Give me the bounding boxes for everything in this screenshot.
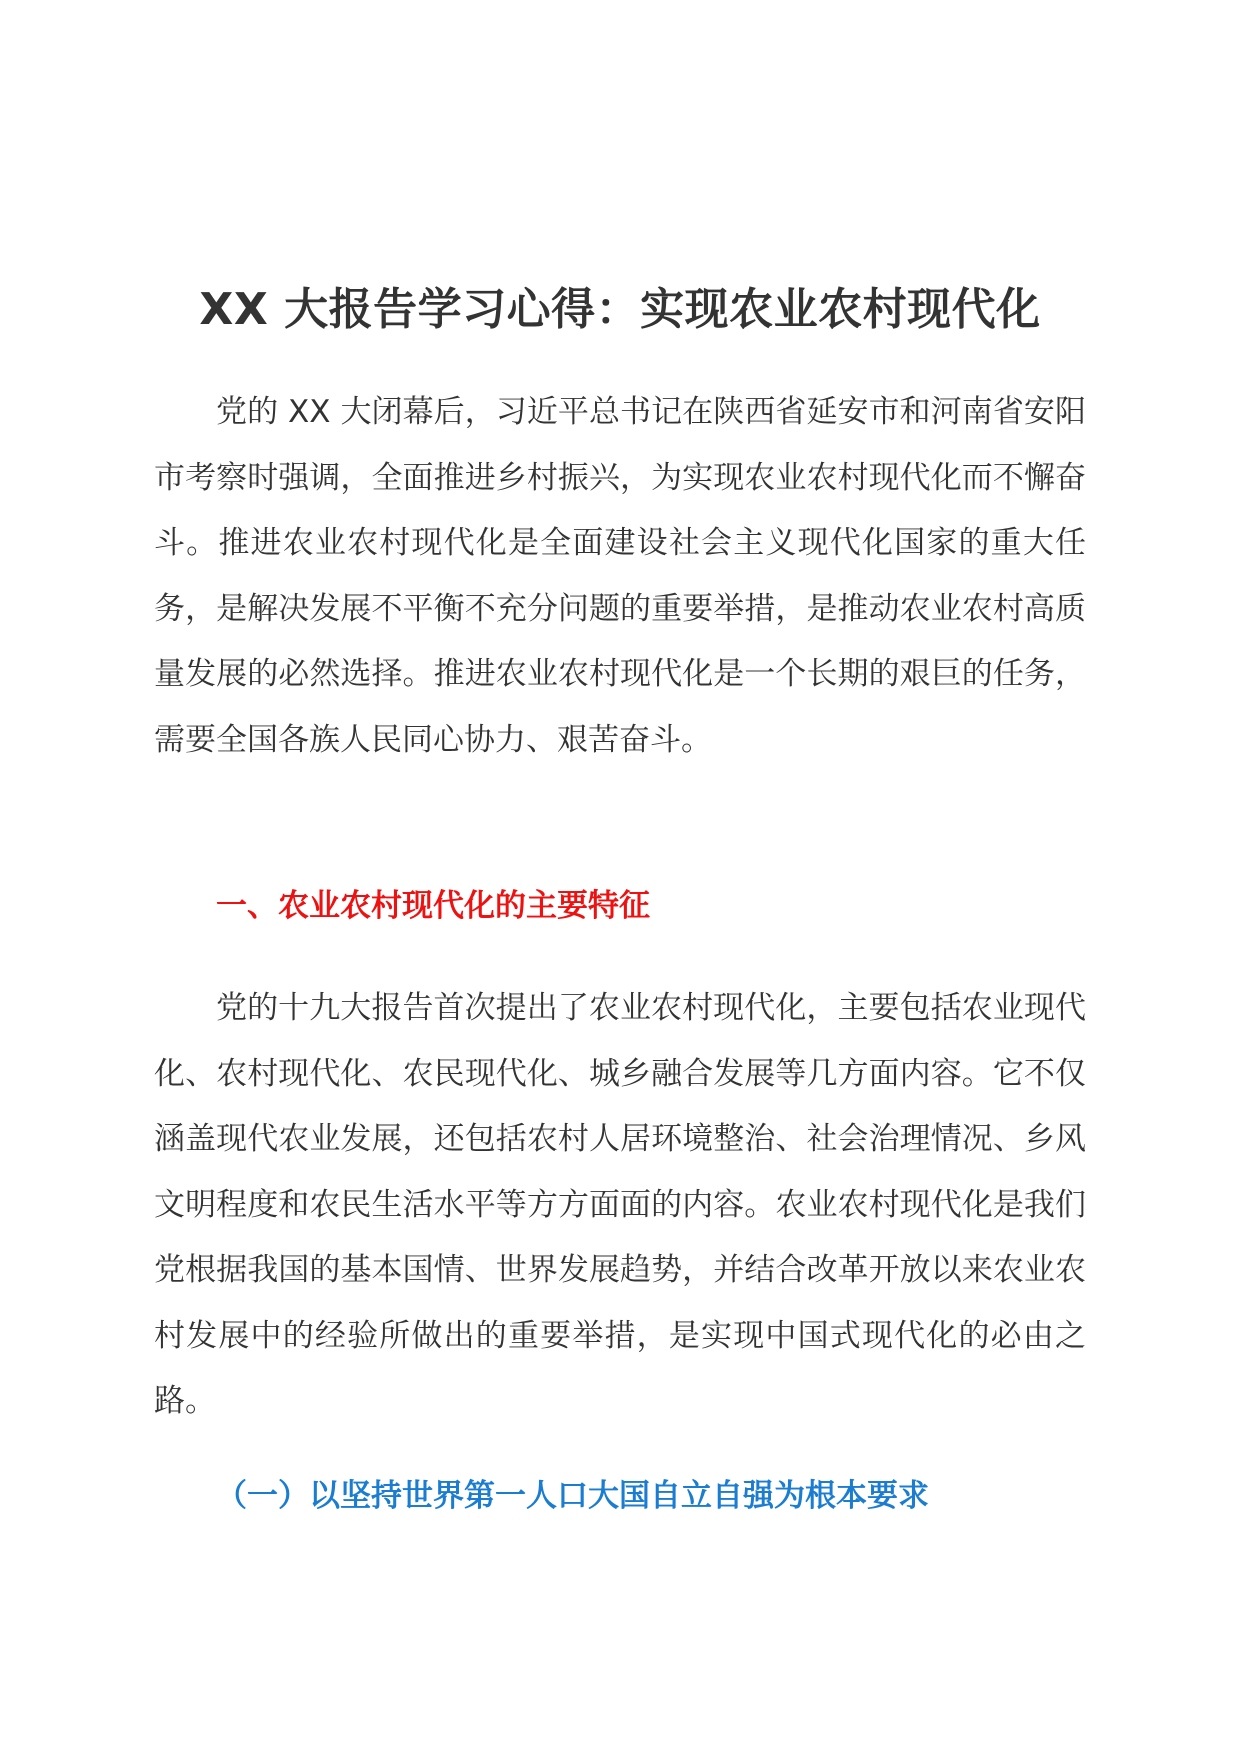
- subsection-heading: （一）以坚持世界第一人口大国自立自强为根本要求: [216, 1478, 929, 1514]
- body-paragraph: 党的十九大报告首次提出了农业农村现代化，主要包括农业现代化、农村现代化、农民现代化、城乡融合发展等几方面内容。它不仅涵盖现代农业发展，还包括农村人居环境整治、社会治理情况、乡风文明程度和农民生活水平等方方面面的内容。农业农村现代化是我们党根据我国的基本国情、世界发展趋势，并结合改革开放以来农业农村发展中的经验所做出的重要举措，是实现中国式现代化的必由之路。: [154, 990, 1086, 1419]
- intro-paragraph: 党的 XX 大闭幕后，习近平总书记在陕西省延安市和河南省安阳市考察时强调，全面推进乡村振兴，为实现农业农村现代化而不懈奋斗。推进农业农村现代化是全面建设社会主义现代化国家的重大任务，是解决发展不平衡不充分问题的重要举措，是推动农业农村高质量发展的必然选择。推进农业农村现代化是一个长期的艰巨的任务，需要全国各族人民同心协力、艰苦奋斗。: [154, 394, 1086, 758]
- document-title: XX 大报告学习心得：实现农业农村现代化: [199, 284, 1041, 335]
- section-heading: 一、农业农村现代化的主要特征: [216, 888, 650, 924]
